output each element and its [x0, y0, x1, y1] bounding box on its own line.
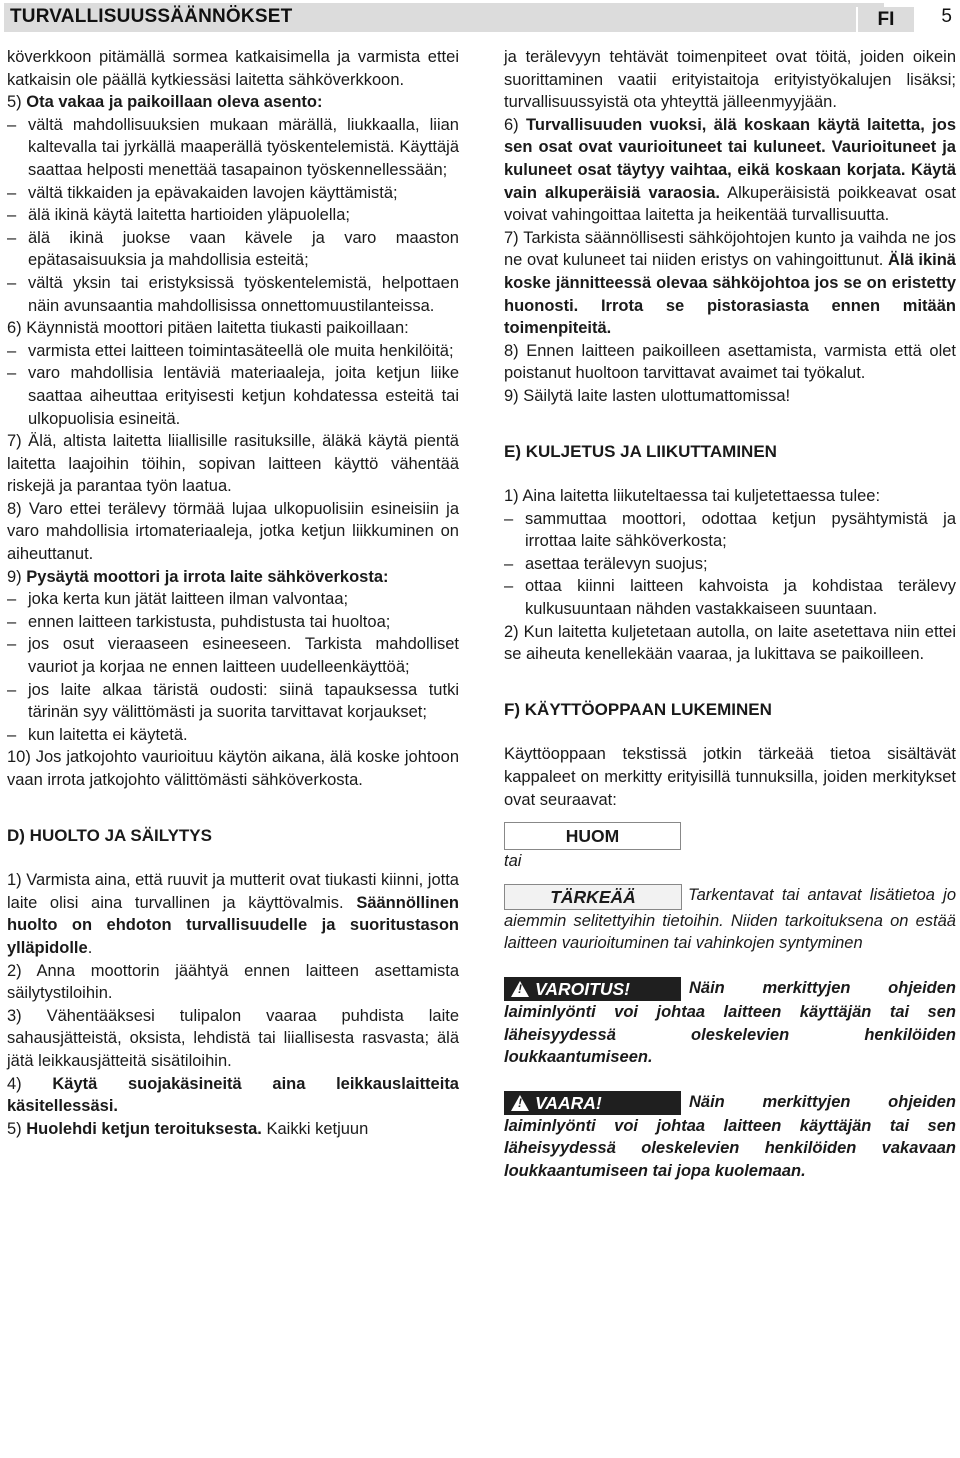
list-item: – älä ikinä käytä laitetta hartioiden yläpuolella; [7, 204, 459, 227]
list-item: – ennen laitteen tarkistusta, puhdistusta tai huoltoa; [7, 611, 459, 634]
language-tab: FI [856, 7, 914, 32]
list-item: – varo mahdollisia lentäviä materiaaleja, joita ketjun liike saattaa aiheuttaa erityisesti ketjun kohdatessa esteitä tai ulkopuolisia esineitä. [7, 362, 459, 430]
or-text: tai [504, 852, 522, 871]
transport-item-1: 1) Aina laitetta liikuteltaessa tai kuljetettaessa tulee: [504, 487, 881, 506]
paragraph: ja terälevyyn tehtävät toimenpiteet ovat töitä, joiden oikein suorittaminen vaatii erityistaitoja erityistyökalujen lisäksi; turvallisuussyistä ota yhteyttä jälleenmyyjään. [504, 48, 956, 112]
huom-label: HUOM [504, 822, 681, 850]
item-10: 10) Jos jatkojohto vaurioituu käytön aikana, älä koske johtoon vaan irrota jatkojohto välittömästi sähköverkosta. [7, 748, 459, 789]
item-8: 8) Ennen laitteen paikoilleen asettamista, varmista että olet poistanut huoltoon tarvittavat avaimet tai työkalut. [504, 341, 956, 383]
item-7: 7) Älä, altista laitetta liiallisille rasituksille, äläkä käytä pientä laitetta laajoihin töihin, sopivan laitteen käyttö vähentää riskejä ja parantaa työn laatua. [7, 432, 459, 496]
tarkeaa-note: TÄRKEÄÄ Tarkentavat tai antavat lisätietoa jo aiemmin selitettyihin tietoihin. Niiden tarkoituksena on estää laitteen vaurioituminen tai vahinkojen syntyminen [504, 885, 956, 953]
right-column [504, 46, 956, 1183]
list-item: – sammuttaa moottori, odottaa ketjun pysähtymistä ja irrottaa laite sähköverkosta; [504, 508, 956, 553]
maintenance-item-3: 3) Vähentääksesi tulipalon vaaraa puhdista laite sahausjätteistä, oksista, lehdistä tai liiallisesta rasvasta; älä jätä leikkausjätteitä sisätiloihin. [7, 1006, 459, 1070]
page-title: TURVALLISUUSSÄÄNNÖKSET [10, 6, 293, 27]
page-number: 5 [941, 6, 952, 27]
item-6: 6) Turvallisuuden vuoksi, älä koskaan käytä laitetta, jos sen osat ovat vaurioituneet tai kuluneet. Vaurioituneet ja kuluneet osat täytyy vaihtaa, eikä koskaan korjata. Käytä vain alkuperäisiä varaosia. Alkuperäisistä poikkeavat osat voivat vahingoittaa laitetta ja heikentää turvallisuutta. [504, 115, 956, 225]
page-header [4, 3, 956, 32]
tarkeaa-label: TÄRKEÄÄ [504, 884, 682, 910]
paragraph: Käyttöoppaan tekstissä jotkin tärkeää tietoa sisältävät kappaleet on merkitty erityisillä tunnuksilla, joiden merkitykset ovat seuraavat: [504, 745, 956, 809]
vaara-note: !VAARA! Näin merkittyjen ohjeiden laiminlyönti voi johtaa laitteen käyttäjän tai sen läheisyydessä oleskelevien henkilöiden vakavaan loukkaantumiseen tai jopa kuolemaan. [504, 1091, 956, 1183]
list-item: – varmista ettei laitteen toimintasäteellä ole muita henkilöitä; [7, 340, 459, 363]
left-column [7, 46, 459, 1140]
warning-icon [511, 981, 529, 997]
list-item: – asettaa terälevyn suojus; [504, 553, 956, 576]
section-heading-f: F) KÄYTTÖOPPAAN LUKEMINEN [504, 699, 772, 719]
list-item: – joka kerta kun jätät laitteen ilman valvontaa; [7, 588, 459, 611]
list-item: – vältä yksin tai eristyksissä työskentelemistä, helpottaen näin avunsaantia mahdollisissa onnettomuustilanteissa. [7, 272, 459, 317]
warning-icon [511, 1095, 529, 1111]
varoitus-note: !VAROITUS! Näin merkittyjen ohjeiden laiminlyönti voi johtaa laitteen käyttäjän tai sen läheisyydessä oleskelevien henkilöiden loukkaantumiseen. [504, 977, 956, 1069]
maintenance-item-1: 1) Varmista aina, että ruuvit ja mutterit ovat tiukasti kiinni, jotta laite olisi aina turvallinen ja käyttövalmis. Säännöllinen huolto on ehdoton turvallisuudelle ja suoritustason ylläpidolle. [7, 871, 459, 957]
section-heading-e: E) KULJETUS JA LIIKUTTAMINEN [504, 441, 777, 461]
list-item: – jos laite alkaa täristä oudosti: siinä tapauksessa tutki tärinän syy välittömästi ja suorita tarvittavat korjaukset; [7, 679, 459, 724]
maintenance-item-4: 4) Käytä suojakäsineitä aina leikkauslaitteita käsitellessäsi. [7, 1074, 459, 1116]
list-item: – kun laitetta ei käytetä. [7, 724, 459, 747]
item-6: 6) Käynnistä moottori pitäen laitetta tiukasti paikoillaan: [7, 319, 409, 338]
list-item: – jos osut vieraaseen esineeseen. Tarkista mahdolliset vauriot ja korjaa ne ennen laitteen uudelleenkäyttöä; [7, 633, 459, 678]
maintenance-item-5: 5) Huolehdi ketjun teroituksesta. Kaikki ketjuun [7, 1119, 369, 1138]
list-item: – vältä mahdollisuuksien mukaan märällä, liukkaalla, liian kaltevalla tai jyrkällä maaperällä työskentelemistä. Käyttäjä saattaa helposti menettää tasapainon työskennellessään; [7, 114, 459, 182]
vaara-label: !VAARA! [504, 1091, 681, 1115]
item-8: 8) Varo ettei terälevy törmää lujaa ulkopuolisiin esineisiin ja varo mahdollisia irtomateriaaleja, jotka ketjun liikkuminen on aiheuttanut. [7, 499, 459, 564]
item-5: 5) Ota vakaa ja paikoillaan oleva asento: [7, 93, 323, 112]
transport-item-2: 2) Kun laitetta kuljetetaan autolla, on laite asetettava niin ettei se aiheuta kenellekään vaaraa, ja lukittava se paikoilleen. [504, 622, 956, 664]
paragraph: köverkkoon pitämällä sormea katkaisimella ja varmista ettei katkaisin ole päällä kytkiessäsi laitetta sähköverkkoon. [7, 48, 459, 89]
list-item: – ottaa kiinni laitteen kahvoista ja kohdistaa terälevy kulkusuuntaan nähden vastakkaiseen suuntaan. [504, 575, 956, 620]
list-item: – vältä tikkaiden ja epävakaiden lavojen käyttämistä; [7, 182, 459, 205]
item-9: 9) Pysäytä moottori ja irrota laite sähköverkosta: [7, 567, 389, 586]
varoitus-label: !VAROITUS! [504, 977, 681, 1001]
maintenance-item-2: 2) Anna moottorin jäähtyä ennen laitteen asettamista säilytystiloihin. [7, 961, 459, 1003]
item-7: 7) Tarkista säännöllisesti sähköjohtojen kunto ja vaihda ne jos ne ovat kuluneet tai niiden eristys on vahingoittunut. Älä ikinä koske jännitteessä olevaa sähköjohtoa jos se on eristetty huonosti. Irrota se pistorasiasta ennen mitään toimenpiteitä. [504, 228, 956, 338]
section-heading-d: D) HUOLTO JA SÄILYTYS [7, 825, 212, 845]
item-9: 9) Säilytä laite lasten ulottumattomissa! [504, 386, 791, 405]
list-item: – älä ikinä juokse vaan kävele ja varo maaston epätasaisuuksia ja mahdollisia esteitä; [7, 227, 459, 272]
